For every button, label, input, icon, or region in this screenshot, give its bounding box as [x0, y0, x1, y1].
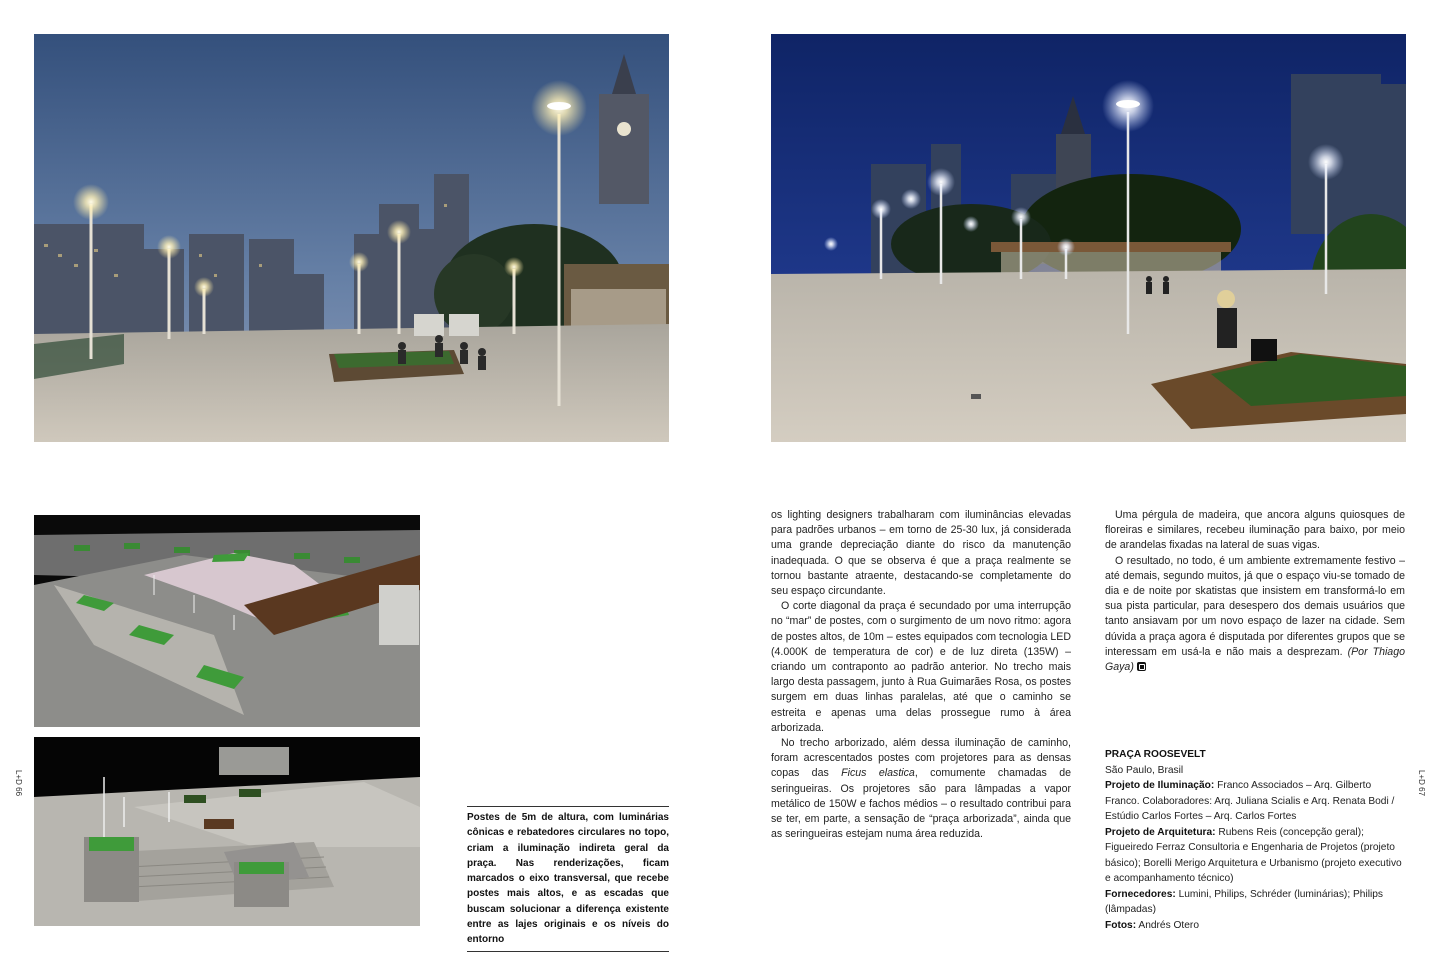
photo-caption: Postes de 5m de altura, com luminárias cônicas e rebatedores circulares no topo, criam a iluminação indireta geral da praça. Nas renderizações, ficam marcados o eixo transversal, que recebe postes mais altos, e as escadas que buscam solucionar a diferença existente entre as lajes originais e os níveis do entorno: [467, 806, 669, 952]
photos-label: Fotos:: [1105, 919, 1137, 931]
left-page-num: 66: [14, 787, 23, 797]
suppliers-label: Fornecedores:: [1105, 888, 1176, 900]
project-title: PRAÇA ROOSEVELT: [1105, 749, 1206, 760]
article-column-1: [771, 508, 1071, 842]
article-column-2: [1105, 508, 1405, 675]
article-paragraph: O corte diagonal da praça é secundado por uma interrupção no “mar” de postes, com o surgimento de um novo ritmo: agora de postes altos, de 10m – estes equipados com tecnologia LED (4.000K de temperatura de cor) e de luz direta (135W) – criando um contraponto ao padrão anterior. No trecho mais largo desta passagem, junto à Rua Guimarães Rosa, os postes surgem em duas linhas paralelas, até que o caminho se estreita e apenas uma delas prossegue rumo à área arborizada.: [771, 600, 1071, 734]
article-paragraph: Uma pérgula de madeira, que ancora alguns quiosques de floreiras e similares, recebeu iluminação para baixo, por meio de arandelas fixadas na lateral de suas vigas.: [1105, 509, 1405, 552]
left-page-number: [14, 770, 23, 796]
night-plaza-photo: [771, 34, 1406, 442]
lighting-value: Franco Associados – Arq. Gilberto Franco. Colaboradores: Arq. Juliana Scialis e Arq. Renata Bodi / Estúdio Carlos Fortes – Arq. Carlos Fortes: [1105, 780, 1395, 822]
right-page-number: [1417, 770, 1426, 796]
architecture-value: Rubens Reis (concepção geral); Figueiredo Ferraz Consultoria e Engenharia de Projetos (projeto básico); Borelli Merigo Arquitetura e Urbanismo (projeto executivo e acompanhamento técnico): [1105, 826, 1402, 884]
right-page-num: 67: [1417, 787, 1426, 797]
byline: (Por Thiago Gaya): [1105, 645, 1405, 674]
right-magazine-mark: L+D: [1417, 770, 1426, 785]
architecture-label: Projeto de Arquitetura:: [1105, 826, 1216, 838]
photos-value: Andrés Otero: [1136, 919, 1199, 931]
project-credits: [1105, 747, 1405, 933]
article-paragraph: os lighting designers trabalharam com iluminâncias elevadas para padrões urbanos – em torno de 25-30 lux, já considerada uma grande depreciação diante do risco da manutenção inadequada. O que se observa é que a praça realmente se tornou bastante atraente, destacando-se completamente do seu espaço circundante.: [771, 509, 1071, 598]
article-paragraph: O resultado, no todo, é um ambiente extremamente festivo – até demais, segundo muitos, já que o espaço viu-se tomado de dia e de noite por skatistas que insistem em transformá-lo em sua pista particular, para desespero dos demais usuários que tanto ansiavam por um novo espaço de lazer na cidade. Sem dúvida a praça agora é disputada por diferentes grupos que se interessam em usá-la e não mais a desprezam. (Por Thiago Gaya): [1105, 554, 1405, 674]
left-magazine-mark: L+D: [14, 770, 23, 785]
suppliers-value: Lumini, Philips, Schréder (luminárias); Philips (lâmpadas): [1105, 888, 1383, 915]
species-name: Ficus elastica: [841, 767, 915, 780]
dusk-plaza-photo: [34, 34, 669, 442]
article-paragraph: No trecho arborizado, além dessa iluminação de caminho, foram acrescentados postes com projetores para as densas copas das Ficus elastica, comumente chamadas de seringueiras. Os projetores são para lâmpadas a vapor metálico de 150W e fachos médios – o resultado contribui para se ter, em parte, a sensação de “praça arborizada”, ainda que as seringueiras estejam numa área reduzida.: [771, 737, 1071, 841]
lighting-label: Projeto de Iluminação:: [1105, 780, 1215, 791]
article-end-icon: [1137, 662, 1146, 671]
plaza-render-stairs: [34, 737, 420, 926]
project-location: São Paulo, Brasil: [1105, 764, 1184, 776]
plaza-render-aerial: [34, 515, 420, 727]
